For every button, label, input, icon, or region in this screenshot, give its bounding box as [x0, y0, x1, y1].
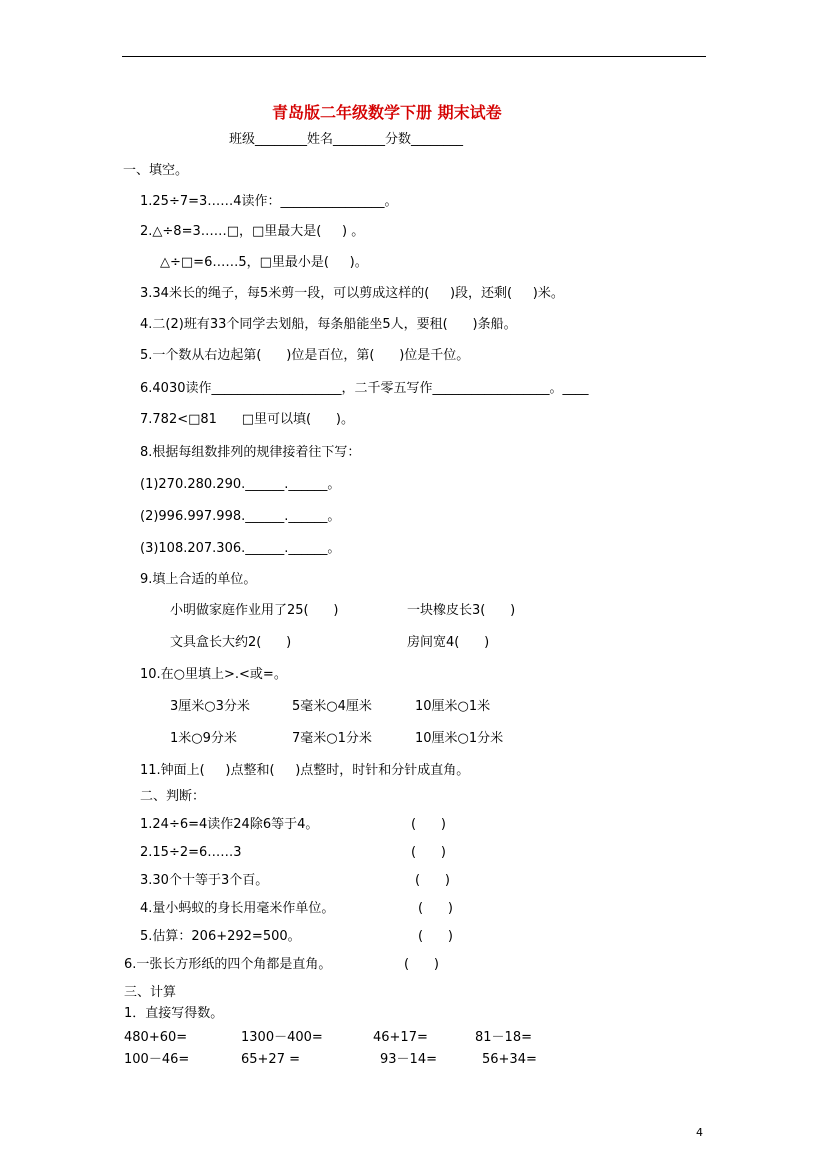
top-rule [122, 56, 706, 57]
calc-subheading: 1．直接写得数。 [124, 1006, 224, 1021]
judge-answer-box-4: ( ) [418, 901, 453, 916]
question-8-3: (3)108.207.306.______.______。 [140, 541, 341, 556]
calc-item: 81－18= [475, 1030, 532, 1045]
question-8-1: (1)270.280.290.______.______。 [140, 477, 341, 492]
calc-item: 65+27 = [241, 1052, 301, 1067]
page-title: 青岛版二年级数学下册 期末试卷 [272, 103, 502, 122]
judge-item-5: 5.估算：206+292=500。 [140, 929, 301, 944]
question-1: 1.25÷7=3……4读作：________________。 [140, 194, 398, 209]
question-10-item-1: 3厘米○3分米 [170, 699, 250, 714]
calc-item: 56+34= [482, 1052, 537, 1067]
judge-item-3: 3.30个十等于3个百。 [140, 873, 269, 888]
question-8-2: (2)996.997.998.______.______。 [140, 509, 341, 524]
question-2b: △÷□=6……5，□里最小是( )。 [160, 255, 368, 270]
section-heading-judge: 二、判断： [140, 789, 206, 804]
question-9-item-2: 一块橡皮长3( ) [407, 603, 516, 618]
judge-answer-box-3: ( ) [415, 873, 450, 888]
judge-answer-box-2: ( ) [411, 845, 446, 860]
section-heading-calc: 三、计算 [124, 985, 177, 1000]
question-7: 7.782<□81 □里可以填( )。 [140, 412, 354, 427]
question-5: 5.一个数从右边起第( )位是百位，第( )位是千位。 [140, 348, 470, 363]
judge-answer-box-1: ( ) [411, 817, 446, 832]
calc-item: 46+17= [373, 1030, 428, 1045]
question-2a: 2.△÷8=3……□，□里最大是( ) 。 [140, 224, 365, 239]
question-9-item-3: 文具盒长大约2( ) [170, 635, 292, 650]
calc-item: 480+60= [124, 1030, 188, 1045]
judge-item-6: 6.一张长方形纸的四个角都是直角。 [124, 957, 332, 972]
question-11: 11.钟面上( )点整和( )点整时，时针和分针成直角。 [140, 763, 470, 778]
judge-answer-box-6: ( ) [404, 957, 439, 972]
judge-answer-box-5: ( ) [418, 929, 453, 944]
question-8: 8.根据每组数排列的规律接着往下写： [140, 445, 361, 460]
question-9-item-1: 小明做家庭作业用了25( ) [170, 603, 339, 618]
question-10-item-2: 5毫米○4厘米 [292, 699, 372, 714]
section-heading-fill: 一、填空。 [123, 163, 189, 178]
judge-item-4: 4.量小蚂蚁的身长用毫米作单位。 [140, 901, 335, 916]
question-10-item-5: 7毫米○1分米 [292, 731, 372, 746]
question-10-item-3: 10厘米○1米 [415, 699, 491, 714]
calc-item: 93－14= [380, 1052, 437, 1067]
question-3: 3.34米长的绳子，每5米剪一段，可以剪成这样的( )段，还剩( )米。 [140, 286, 564, 301]
calc-item: 1300－400= [241, 1030, 323, 1045]
judge-item-1: 1.24÷6=4读作24除6等于4。 [140, 817, 319, 832]
student-info-line: 班级________姓名________分数________ [229, 132, 464, 147]
calc-item: 100－46= [124, 1052, 190, 1067]
question-4: 4.二(2)班有33个同学去划船，每条船能坐5人，要租( )条船。 [140, 317, 517, 332]
question-10: 10.在○里填上>.<或=。 [140, 667, 287, 682]
question-10-item-4: 1米○9分米 [170, 731, 237, 746]
question-6: 6.4030读作____________________，二千零五写作__________________。____ [140, 381, 589, 396]
question-9: 9.填上合适的单位。 [140, 572, 257, 587]
question-10-item-6: 10厘米○1分米 [415, 731, 504, 746]
question-9-item-4: 房间宽4( ) [407, 635, 490, 650]
page-number: 4 [696, 1126, 703, 1139]
judge-item-2: 2.15÷2=6……3 [140, 845, 242, 860]
